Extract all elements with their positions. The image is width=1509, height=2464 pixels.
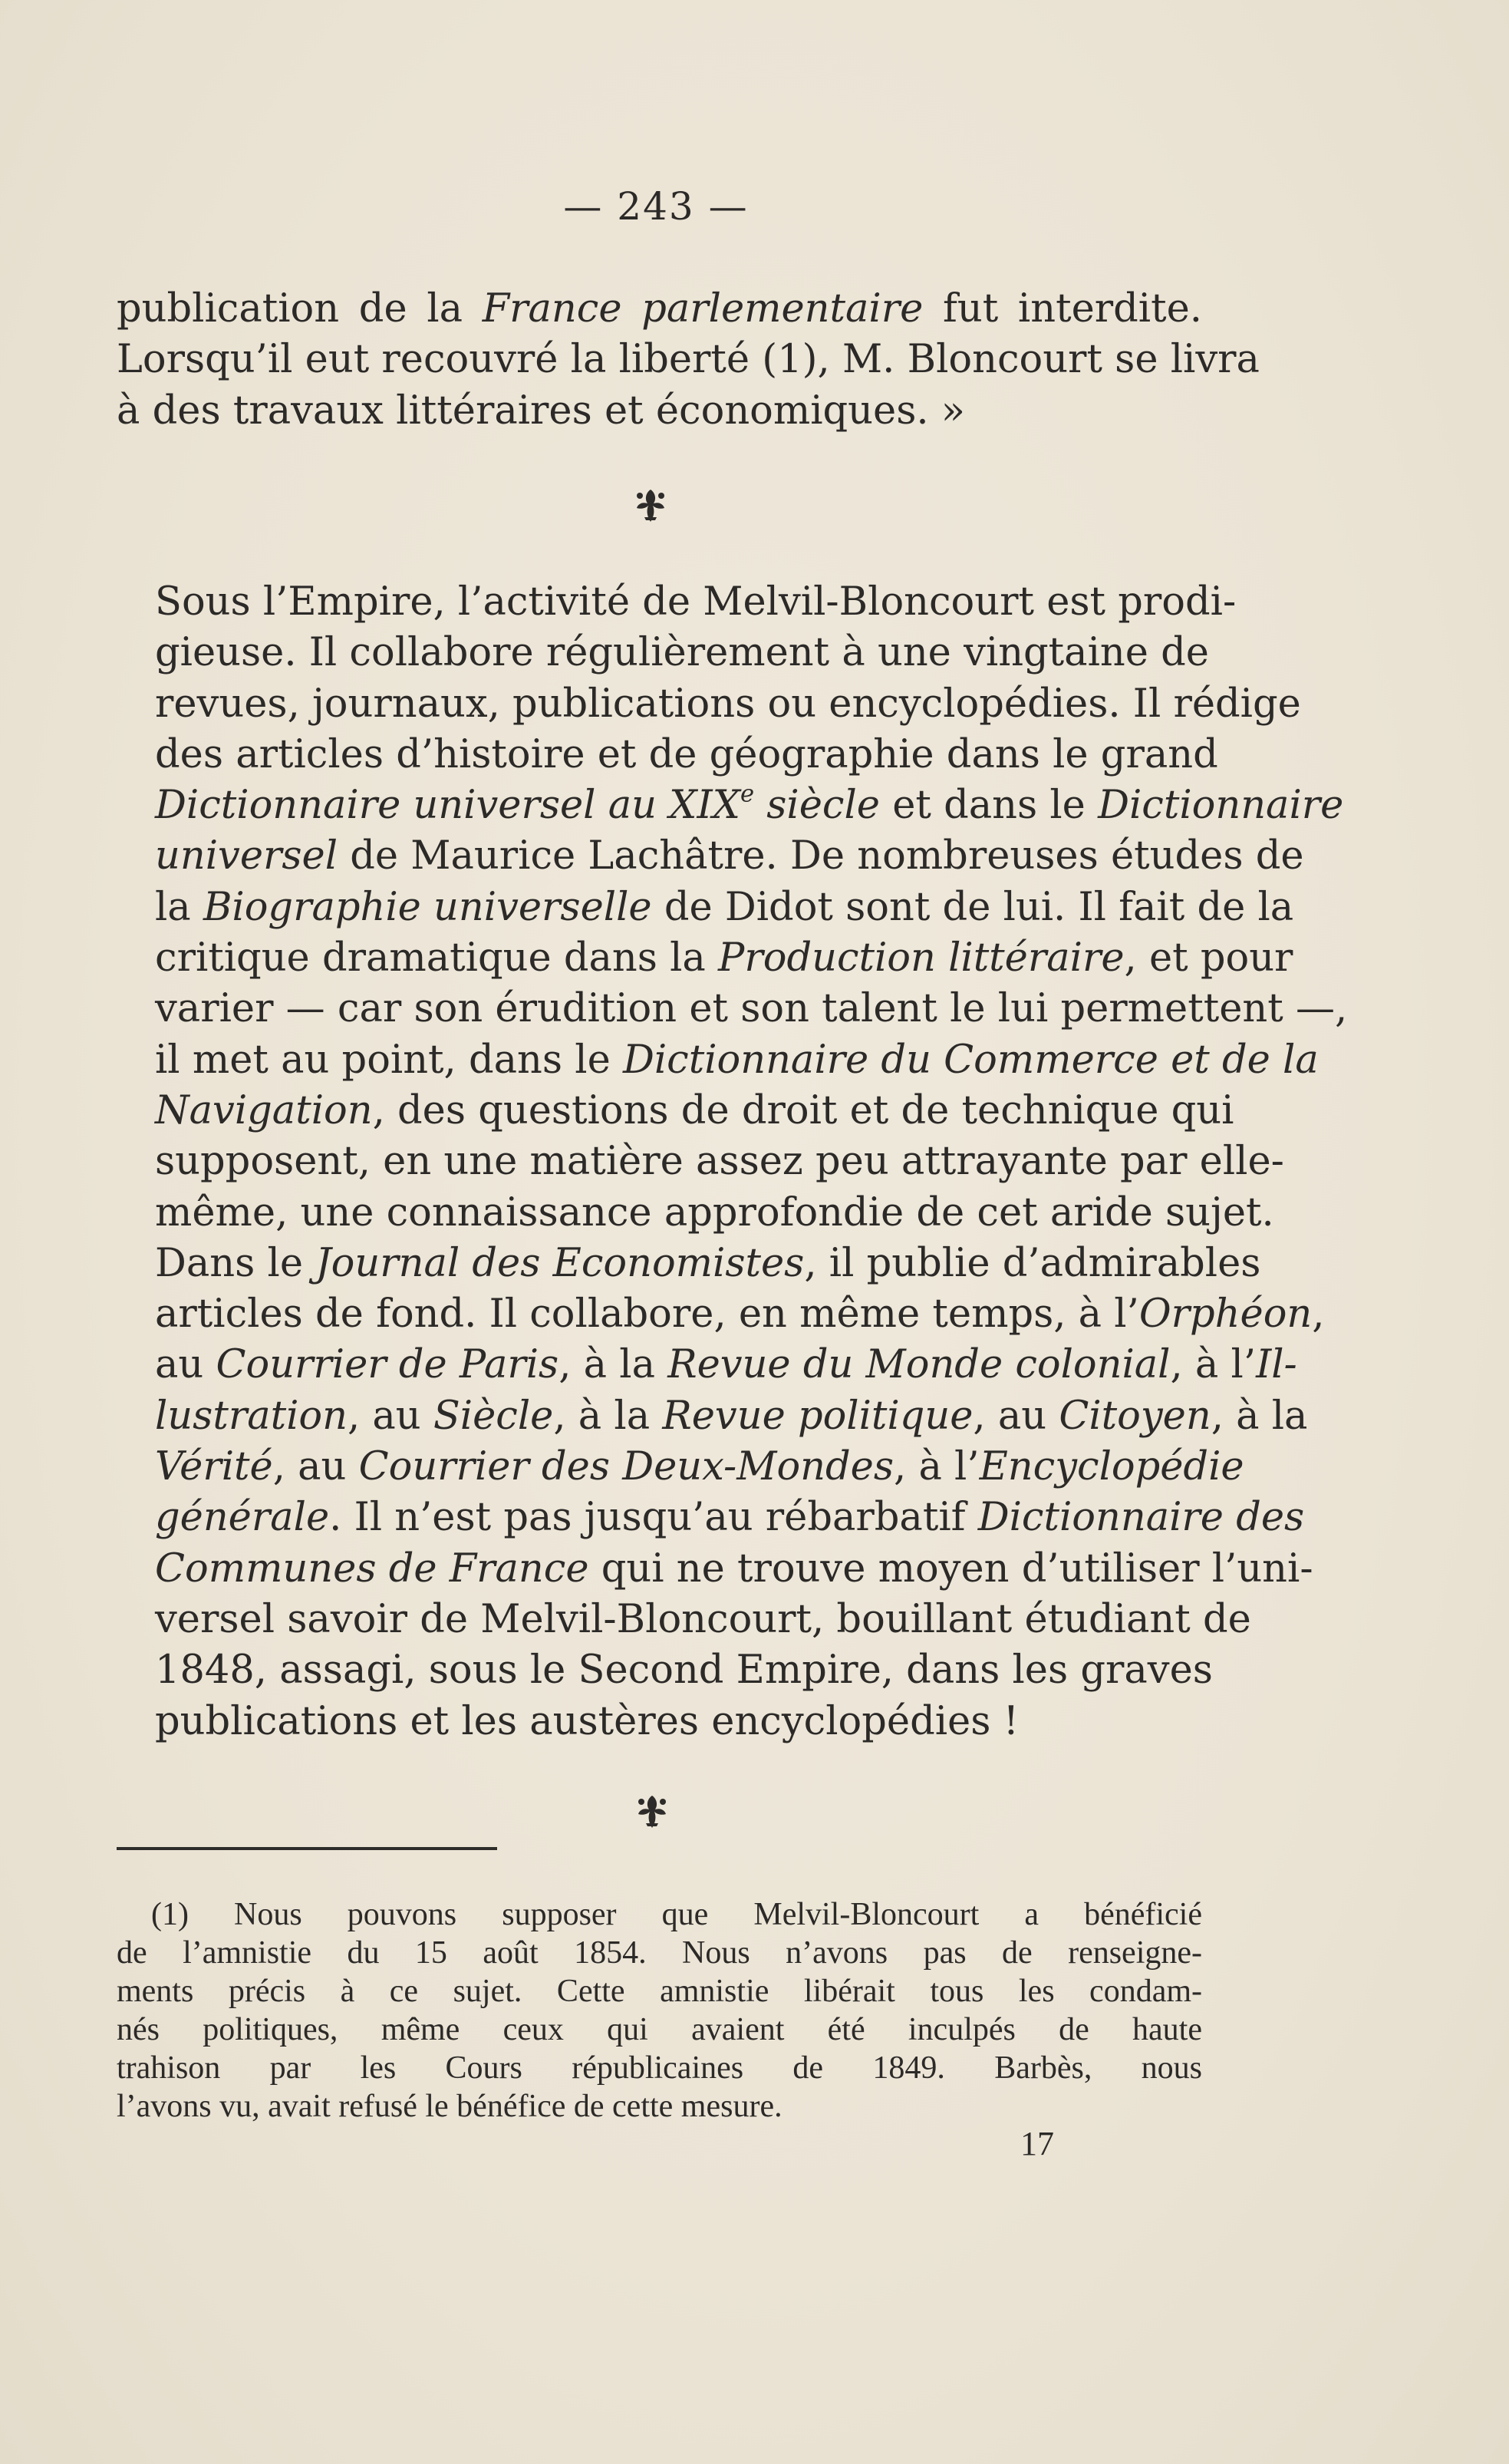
text-line: même, une connaissance approfondie de cet aride sujet. (155, 1189, 1274, 1235)
text-line: des articles d’histoire et de géographie dans le grand (155, 731, 1218, 777)
text-line: revues, journaux, publications ou encyclopédies. Il rédige (155, 681, 1301, 727)
footnote-line: trahison par les Cours républicaines de 1849. Barbès, nous (117, 2050, 1202, 2086)
fleuron-icon (629, 1788, 675, 1834)
paragraph-1 (117, 284, 1260, 437)
text-line: 1848, assagi, sous le Second Empire, dans les graves (155, 1648, 1213, 1694)
text-line: articles de fond. Il collabore, en même temps, à l’Orphéon, (155, 1291, 1325, 1338)
paragraph-2 (117, 577, 1348, 1747)
text-line: Dictionnaire universel au XIXe siècle et dans le Dictionnaire (155, 780, 1344, 829)
footnote (117, 1895, 1202, 2126)
text-line: il met au point, dans le Dictionnaire du Commerce et de la (155, 1037, 1319, 1083)
text-line: supposent, en une matière assez peu attrayante par elle- (155, 1139, 1284, 1185)
footnote-line: l’avons vu, avait refusé le bénéfice de cette mesure. (117, 2089, 783, 2124)
text-line: Communes de France qui ne trouve moyen d’utiliser l’uni- (155, 1545, 1313, 1592)
text-line: Sous l’Empire, l’activité de Melvil-Bloncourt est prodi- (155, 579, 1237, 625)
text-line: au Courrier de Paris, à la Revue du Monde colonial, à l’Il- (155, 1342, 1297, 1388)
text-line: gieuse. Il collabore régulièrement à une vingtaine de (155, 630, 1209, 676)
text-line: générale. Il n’est pas jusqu’au rébarbatif Dictionnaire des (155, 1495, 1305, 1541)
fleuron-icon (628, 482, 674, 528)
text-line: Vérité, au Courrier des Deux-Mondes, à l’Encyclopédie (155, 1444, 1244, 1490)
signature-mark: 17 (1020, 2125, 1054, 2162)
text-line: critique dramatique dans la Production littéraire, et pour (155, 935, 1293, 981)
text-line: lustration, au Siècle, à la Revue politique, au Citoyen, à la (155, 1393, 1308, 1439)
footnote-line: nés politiques, même ceux qui avaient été inculpés de haute (117, 2012, 1202, 2047)
text-line: Lorsqu’il eut recouvré la liberté (1), M. Bloncourt se livra (117, 337, 1260, 383)
footnote-line: de l’amnistie du 15 août 1854. Nous n’avons pas de renseigne- (117, 1935, 1202, 1971)
text-line: Navigation, des questions de droit et de technique qui (155, 1087, 1234, 1133)
text-line: universel de Maurice Lachâtre. De nombreuses études de (155, 833, 1304, 879)
text-line: Dans le Journal des Economistes, il publie d’admirables (155, 1240, 1261, 1286)
text-line: publications et les austères encyclopédies ! (155, 1698, 1020, 1744)
text-line: publication de la France parlementaire fut interdite. (117, 286, 1202, 332)
page-number: — 243 — (563, 184, 749, 229)
footnote-line: ments précis à ce sujet. Cette amnistie libérait tous les condam- (117, 1974, 1202, 2009)
text-line: la Biographie universelle de Didot sont de lui. Il fait de la (155, 884, 1294, 930)
text-line: versel savoir de Melvil-Bloncourt, bouillant étudiant de (155, 1596, 1251, 1642)
text-line: à des travaux littéraires et économiques. » (117, 388, 966, 434)
footnote-line: (1) Nous pouvons supposer que Melvil-Bloncourt a bénéficié (151, 1897, 1202, 1932)
footnote-rule (117, 1847, 497, 1850)
text-line: varier — car son érudition et son talent le lui permettent —, (155, 986, 1348, 1032)
